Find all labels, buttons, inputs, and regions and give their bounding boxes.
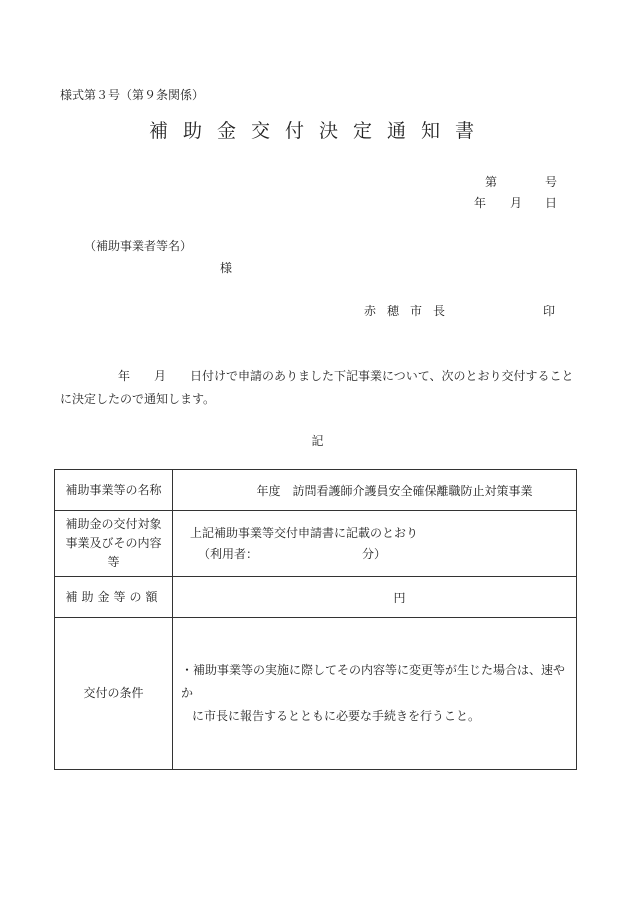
ki-heading: 記 xyxy=(311,434,324,448)
condition-line: に市長に報告するとともに必要な手続きを行うこと。 xyxy=(192,709,481,723)
target-line: 上記補助事業等交付申請書に記載のとおり xyxy=(190,525,419,540)
body-year: 年 xyxy=(118,369,131,383)
issuer-name: 赤穂市長 xyxy=(364,304,457,318)
table-row xyxy=(55,618,577,770)
body-month: 月 xyxy=(154,369,167,383)
cell-label-conditions: 交付の条件 xyxy=(55,618,173,770)
cell-value-amount: 円 xyxy=(173,577,577,618)
date-month: 月 xyxy=(510,196,523,210)
label-line: 等 xyxy=(107,555,120,569)
issuer-seal: 印 xyxy=(543,304,556,318)
users-line xyxy=(190,544,576,565)
condition-line: ・補助事業等の実施に際してその内容等に変更等が生じた場合は、速やか xyxy=(181,663,566,700)
table-row xyxy=(55,577,577,618)
label-line: 補助金の交付対象 xyxy=(65,517,162,531)
users-open: （利用者： xyxy=(198,546,259,561)
cell-label-amount: 補助金等の額 xyxy=(55,577,173,618)
recipient-label: （補助事業者等名） xyxy=(84,239,193,253)
users-close: 分） xyxy=(362,546,387,561)
document-title: 補助金交付決定通知書 xyxy=(148,120,489,142)
cell-value-target xyxy=(173,511,577,577)
cell-value-project-name: 年度 訪問看護師介護員安全確保離職防止対策事業 xyxy=(173,470,577,511)
date-year: 年 xyxy=(474,196,487,210)
doc-number-suffix: 号 xyxy=(545,175,558,189)
form-number: 様式第３号（第９条関係） xyxy=(60,88,205,102)
table-row xyxy=(55,470,577,511)
table-row xyxy=(55,511,577,577)
cell-label-project-name: 補助事業等の名称 xyxy=(55,470,173,511)
label-line: 事業及びその内容 xyxy=(65,536,162,550)
cell-value-conditions xyxy=(173,618,577,770)
date-day: 日 xyxy=(545,196,558,210)
notice-body xyxy=(60,365,580,411)
detail-table xyxy=(54,469,577,770)
recipient-honorific: 様 xyxy=(220,261,233,275)
body-text: 日付けで申請のありました下記事業について、次のとおり交付することに決定したので通知します。 xyxy=(60,369,574,406)
doc-number-prefix: 第 xyxy=(485,175,498,189)
cell-label-target xyxy=(55,511,173,577)
